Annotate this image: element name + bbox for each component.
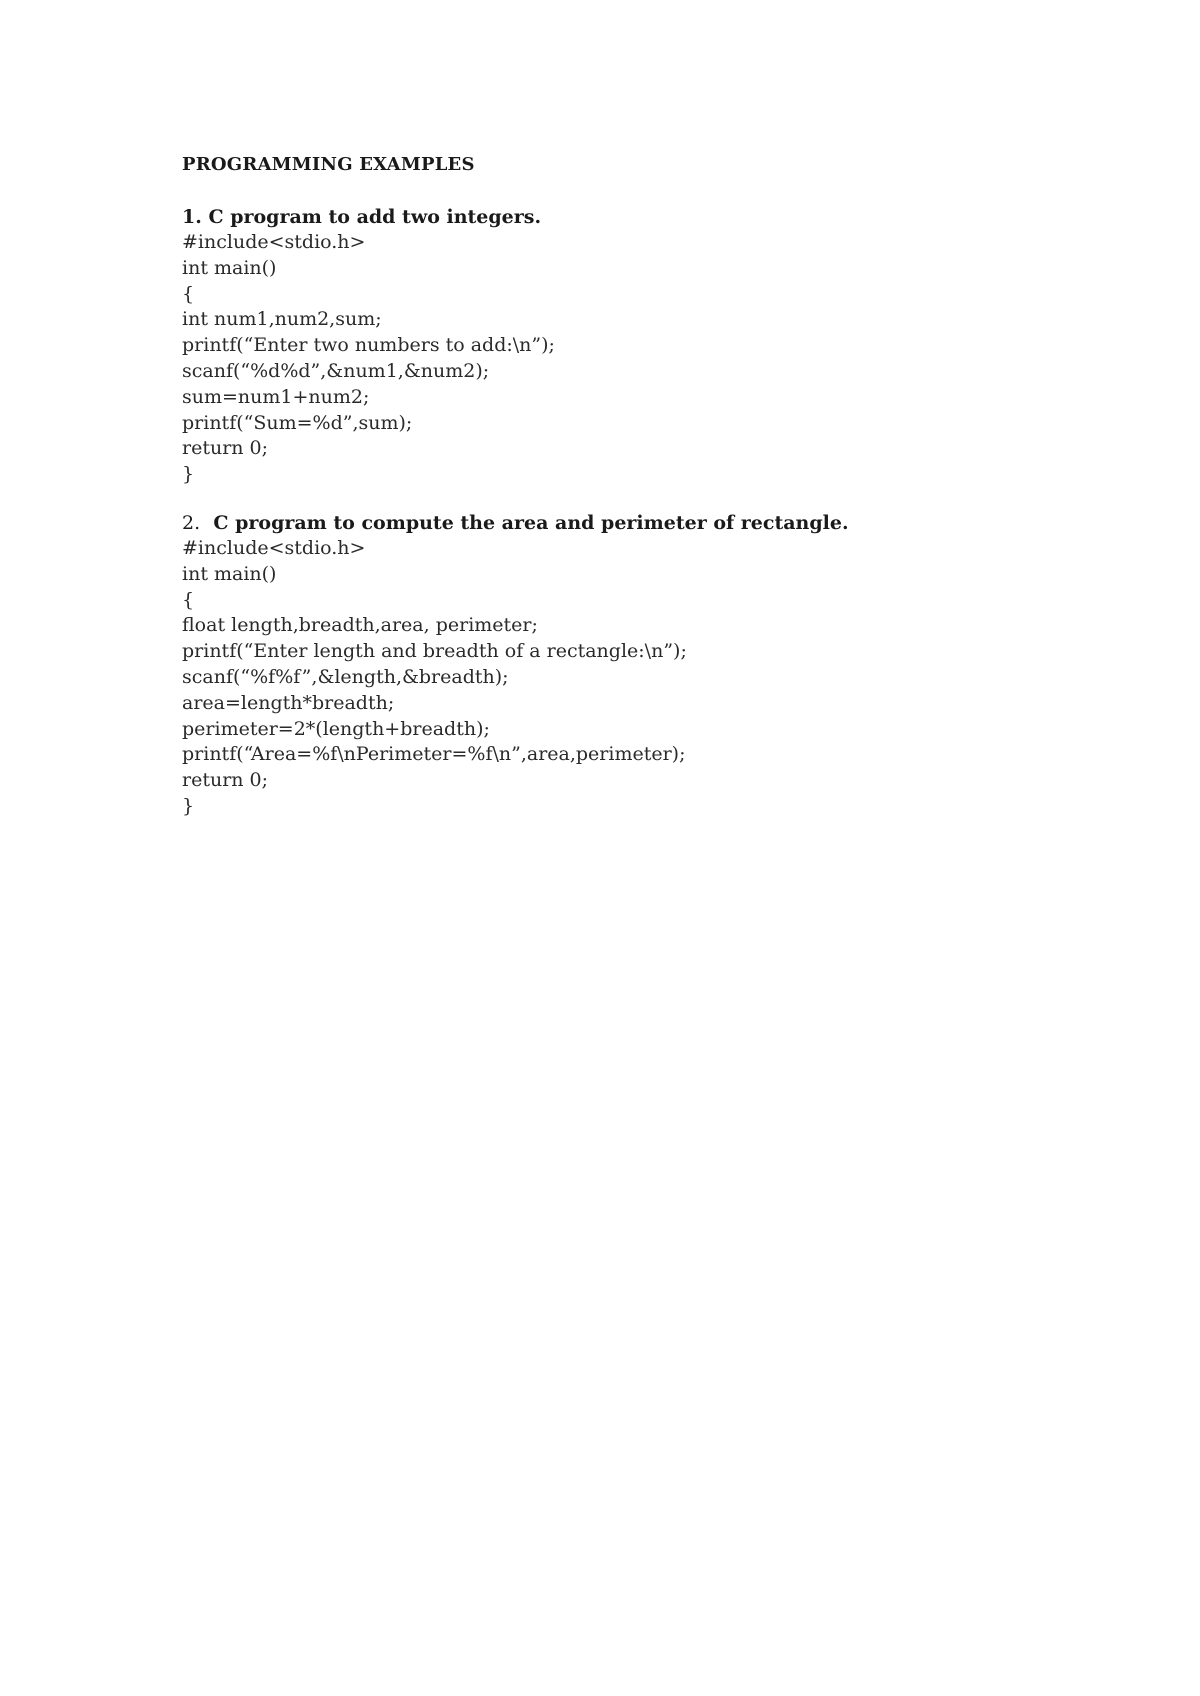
code-line: } bbox=[182, 463, 195, 486]
example-2 bbox=[182, 510, 1082, 820]
example-number: 2. bbox=[182, 511, 201, 534]
code-line: sum=num1+num2; bbox=[182, 385, 370, 408]
code-line: float length,breadth,area, perimeter; bbox=[182, 614, 538, 637]
code-line: int main() bbox=[182, 256, 277, 279]
code-line: return 0; bbox=[182, 437, 269, 460]
example-1 bbox=[182, 204, 1082, 488]
code-line: int main() bbox=[182, 562, 277, 585]
example-title-text: C program to add two integers. bbox=[208, 206, 542, 228]
code-line: scanf(“%f%f”,&length,&breadth); bbox=[182, 665, 509, 688]
code-line: int num1,num2,sum; bbox=[182, 308, 382, 331]
code-block bbox=[182, 536, 1082, 820]
code-line: } bbox=[182, 794, 195, 817]
code-line: #include<stdio.h> bbox=[182, 231, 366, 253]
example-title-text: C program to compute the area and perimeter of rectangle. bbox=[213, 511, 849, 534]
example-number: 1. bbox=[182, 206, 202, 228]
example-title bbox=[182, 510, 1082, 536]
code-line: #include<stdio.h> bbox=[182, 536, 366, 559]
code-line: return 0; bbox=[182, 769, 269, 792]
page-heading: PROGRAMMING EXAMPLES bbox=[182, 154, 475, 175]
code-line: perimeter=2*(length+breadth); bbox=[182, 717, 490, 740]
code-line: area=length*breadth; bbox=[182, 691, 395, 714]
code-line: { bbox=[182, 282, 195, 305]
example-title bbox=[182, 204, 1082, 230]
code-line: printf(“Enter two numbers to add:\n”); bbox=[182, 334, 555, 357]
code-line: printf(“Area=%f\nPerimeter=%f\n”,area,perimeter); bbox=[182, 743, 686, 766]
code-line: { bbox=[182, 588, 195, 611]
code-line: printf(“Enter length and breadth of a rectangle:\n”); bbox=[182, 640, 687, 663]
code-line: scanf(“%d%d”,&num1,&num2); bbox=[182, 359, 490, 382]
code-line: printf(“Sum=%d”,sum); bbox=[182, 411, 413, 434]
document-page bbox=[182, 152, 1082, 842]
code-block bbox=[182, 230, 1082, 488]
